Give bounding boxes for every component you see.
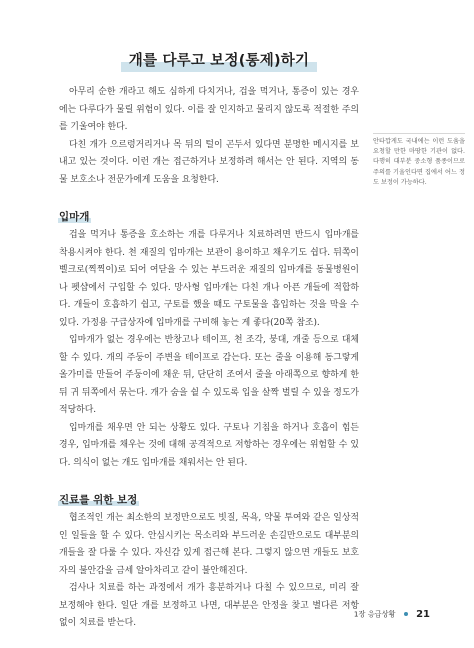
muzzle-paragraph-3: 입마개를 채우면 안 되는 상황도 있다. 구토나 기침을 하거나 호흡이 힘든 경우, 입마개를 채우는 것에 대해 공격적으로 저항하는 경우에는 위험할 수 있다. 의식이 없는 개도 입마개를 채워서는 안 된다. — [59, 422, 359, 468]
restraint-paragraph-1: 협조적인 개는 최소한의 보정만으로도 빗질, 목욕, 약물 투여와 같은 일상적인 일들을 할 수 있다. 안심시키는 목소리와 부드러운 손길만으로도 대부분의 개들을 잘 다룰 수 있다. 자신감 있게 접근해 본다. 그렇지 않으면 개들도 보호자의 불안감을 금세 알아차리고 같이 불안해진다. — [59, 513, 359, 576]
footer-bullet-icon — [404, 612, 408, 616]
footer-section-label: 1장 응급상황 — [353, 609, 396, 619]
main-text-column — [59, 84, 359, 633]
intro-paragraph-1: 아무리 순한 개라고 해도 심하게 다치거나, 겁을 먹거나, 통증이 있는 경우에는 다루다가 물릴 위험이 있다. 이를 잘 인지하고 물리지 않도록 적절한 주의를 기울여야 한다. — [59, 87, 359, 132]
page-title: 개를 다루고 보정(통제)하기 — [128, 53, 310, 69]
heading-restraint: 진료를 위한 보정 — [59, 494, 138, 506]
page-number: 21 — [416, 609, 430, 620]
muzzle-paragraph-1: 겁을 먹거나 통증을 호소하는 개를 다루거나 치료하려면 반드시 입마개를 착용시켜야 한다. 천 재질의 입마개는 보관이 용이하고 채우기도 쉽다. 뒤쪽이 벨크로(찍찍이)로 되어 여닫을 수 있는 부드러운 재질의 입마개를 동물병원이나 펫샵에서 구입할 수 있다. 망사형 입마개는 다친 개나 아픈 개들에 적합하다. 개들이 호흡하기 쉽고, 구토를 했을 때도 구토물을 흡입하는 것을 막을 수 있다. 가정용 구급상자에 입마개를 구비해 놓는 게 좋다(20쪽 참조). — [59, 230, 359, 328]
page-title-block — [121, 46, 317, 78]
margin-note: 안타깝게도 국내에는 이런 도움을 요청할 만한 마땅한 기관이 없다. 다행히 대부분 중소형 품종이므로 주의를 기울인다면 집에서 어느 정도 보정이 가능하다. — [373, 138, 465, 186]
muzzle-paragraph-2: 입마개가 없는 경우에는 반창고나 테이프, 천 조각, 붕대, 개줄 등으로 대체할 수 있다. 개의 주둥이 주변을 테이프로 감는다. 또는 줄을 이용해 동그랗게 올가미를 만들어 주둥이에 채운 뒤, 단단히 조여서 줄을 아래쪽으로 향하게 한 뒤 귀 뒤쪽에서 묶는다. 개가 숨을 쉴 수 있도록 입을 살짝 벌릴 수 있을 정도가 적당하다. — [59, 335, 359, 415]
sidenote-divider — [373, 133, 465, 134]
heading-muzzle: 입마개 — [59, 211, 90, 223]
restraint-paragraph-2: 검사나 치료를 하는 과정에서 개가 흥분하거나 다칠 수 있으므로, 미리 잘 보정해야 한다. 일단 개를 보정하고 나면, 대부분은 안정을 찾고 별다른 저항 없이 치료를 받는다. — [59, 583, 359, 628]
intro-paragraph-2: 다친 개가 으르렁거리거나 목 뒤의 털이 곤두서 있다면 분명한 메시지를 보내고 있는 것이다. 이런 개는 접근하거나 보정하려 해서는 안 된다. 지역의 동물 보호소나 전문가에게 도움을 요청한다. — [59, 139, 359, 185]
page-footer — [354, 609, 430, 620]
